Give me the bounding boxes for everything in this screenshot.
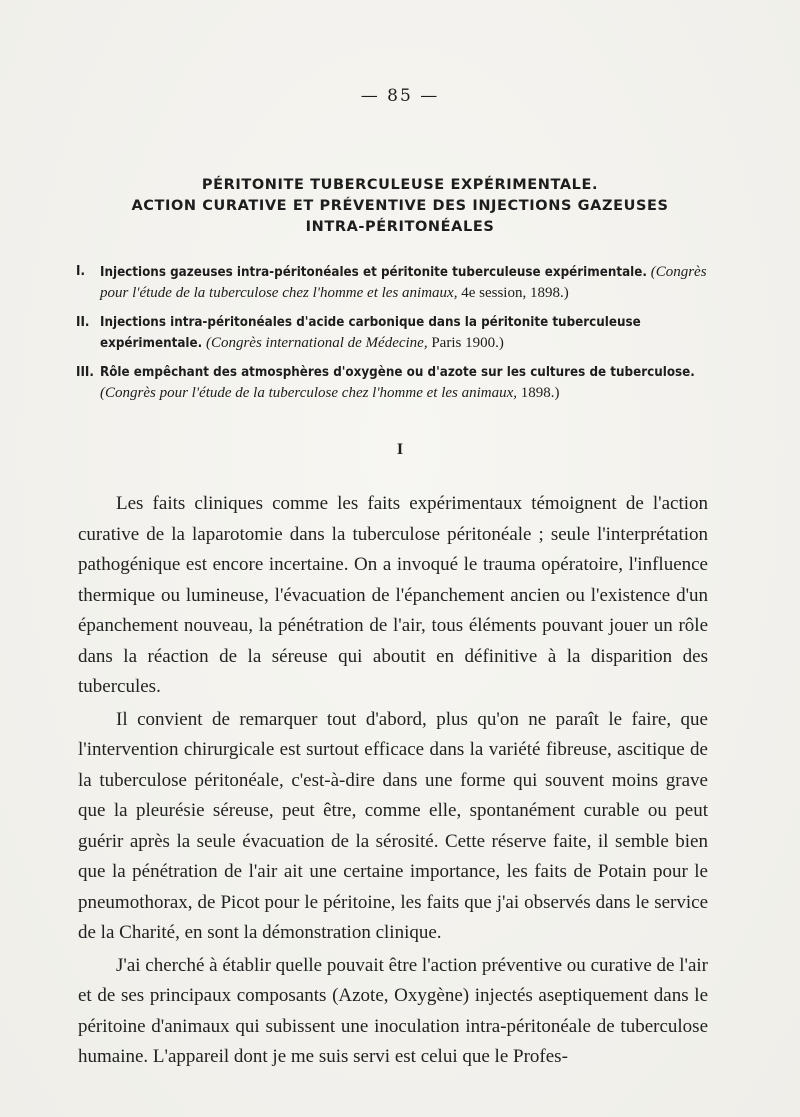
paragraph: J'ai cherché à établir quelle pouvait être l'action préventive ou curative de l'air et de ses principaux composants (Azote, Oxygène) injectés aseptiquement dans le péritoine d'animaux qui subissent une inoculation intra-péritonéale de tuberculose humaine. L'appareil dont je me suis servi est celui que le Profes-: [78, 954, 708, 1067]
body-text: [78, 489, 708, 1073]
page-number: — 85 —: [360, 86, 440, 106]
publication-number: III.: [76, 365, 94, 380]
publication-title: Rôle empêchant des atmosphères d'oxygène ou d'azote sur les cultures de tuberculose.: [100, 365, 695, 380]
publication-number: I.: [76, 264, 85, 279]
publication-source: (Congrès pour l'étude de la tuberculose chez l'homme et les animaux, 1898.): [100, 385, 560, 401]
publication-number: II.: [76, 315, 90, 330]
publication-source: (Congrès international de Médecine, Paris 1900.): [205, 335, 504, 351]
publication-item: [76, 363, 708, 404]
publication-item: [76, 262, 708, 304]
publication-title: Injections gazeuses intra-péritonéales et péritonite tuberculeuse expérimentale.: [100, 265, 647, 280]
paragraph: Les faits cliniques comme les faits expérimentaux témoignent de l'action curative de la laparotomie dans la tuberculose péritonéale ; seule l'interprétation pathogénique est encore incertaine. On a invoqué le trauma opératoire, l'influence thermique ou lumineuse, l'évacuation de l'épanchement ancien ou l'existence d'un épanchement nouveau, la pénétration de l'air, tous éléments pouvant jouer un rôle dans la réaction de la séreuse qui aboutit en définitive à la disparition des tubercules.: [78, 493, 708, 697]
title-line-3: INTRA-PÉRITONÉALES: [305, 219, 495, 235]
title-line-1: PÉRITONITE TUBERCULEUSE EXPÉRIMENTALE.: [201, 177, 599, 193]
section-marker: I: [396, 441, 404, 458]
publication-source: (Congrès pour l'étude de la tuberculose chez l'homme et les animaux, 4e session, 1898.): [100, 264, 707, 301]
paragraph: Il convient de remarquer tout d'abord, plus qu'on ne paraît le faire, que l'intervention chirurgicale est surtout efficace dans la variété fibreuse, ascitique de la tuberculose péritonéale, c'est-à-dire dans une forme qui souvent moins grave que la pleurésie séreuse, peut être, comme elle, spontanément curable ou peut guérir après la seule évacuation de la sérosité. Cette réserve faite, il semble bien que la pénétration de l'air ait une certaine importance, les faits de Potain pour le pneumothorax, de Picot pour le péritoine, les faits que j'ai observés dans le service de la Charité, en sont la démonstration clinique.: [78, 708, 708, 943]
title-line-2: ACTION CURATIVE ET PRÉVENTIVE DES INJECTIONS GAZEUSES: [131, 198, 669, 214]
publication-title: Injections intra-péritonéales d'acide carbonique dans la péritonite tuberculeuse expérimentale.: [100, 315, 641, 351]
publication-list: [76, 262, 708, 413]
chapter-title: [70, 175, 730, 238]
publication-item: [76, 313, 708, 354]
